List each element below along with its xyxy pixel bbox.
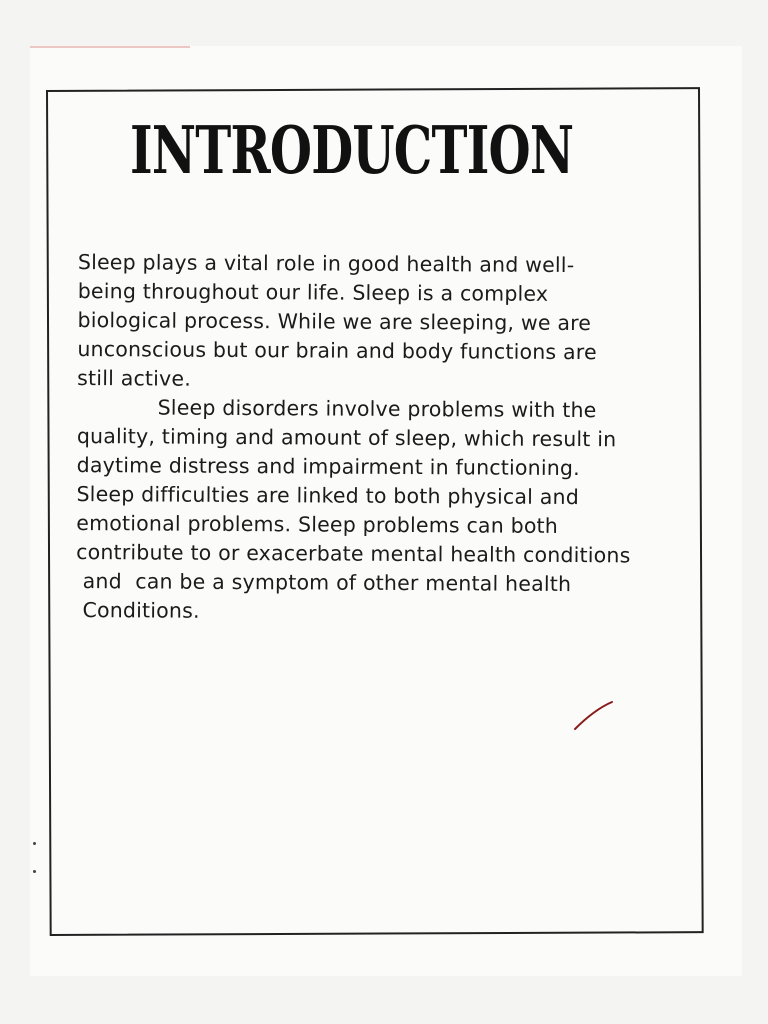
text-line: Sleep difficulties are linked to both physical and [76, 481, 580, 510]
paper-edge-mark [30, 46, 190, 48]
text-line: daytime distress and impairment in functioning. [76, 452, 580, 481]
margin-dot [33, 842, 36, 845]
text-line: being throughout our life. Sleep is a complex [77, 278, 549, 306]
text-line: Conditions. [75, 597, 200, 623]
page-title: INTRODUCTION [130, 112, 574, 189]
text-line: quality, timing and amount of sleep, which result in [76, 423, 617, 452]
margin-dot [33, 870, 36, 873]
text-line: Sleep plays a vital role in good health and well- [77, 250, 575, 278]
text-line: contribute to or exacerbate mental health conditions [76, 539, 631, 568]
body-text [76, 250, 688, 631]
text-line: still active. [77, 365, 192, 391]
text-line: unconscious but our brain and body functions are [77, 336, 597, 365]
text-line: and can be a symptom of other mental health [75, 568, 572, 597]
text-line: biological process. While we are sleeping, we are [77, 307, 592, 336]
text-line: emotional problems. Sleep problems can both [76, 510, 559, 538]
text-line: Sleep disorders involve problems with the [76, 394, 597, 423]
pen-tick-mark [572, 700, 616, 732]
